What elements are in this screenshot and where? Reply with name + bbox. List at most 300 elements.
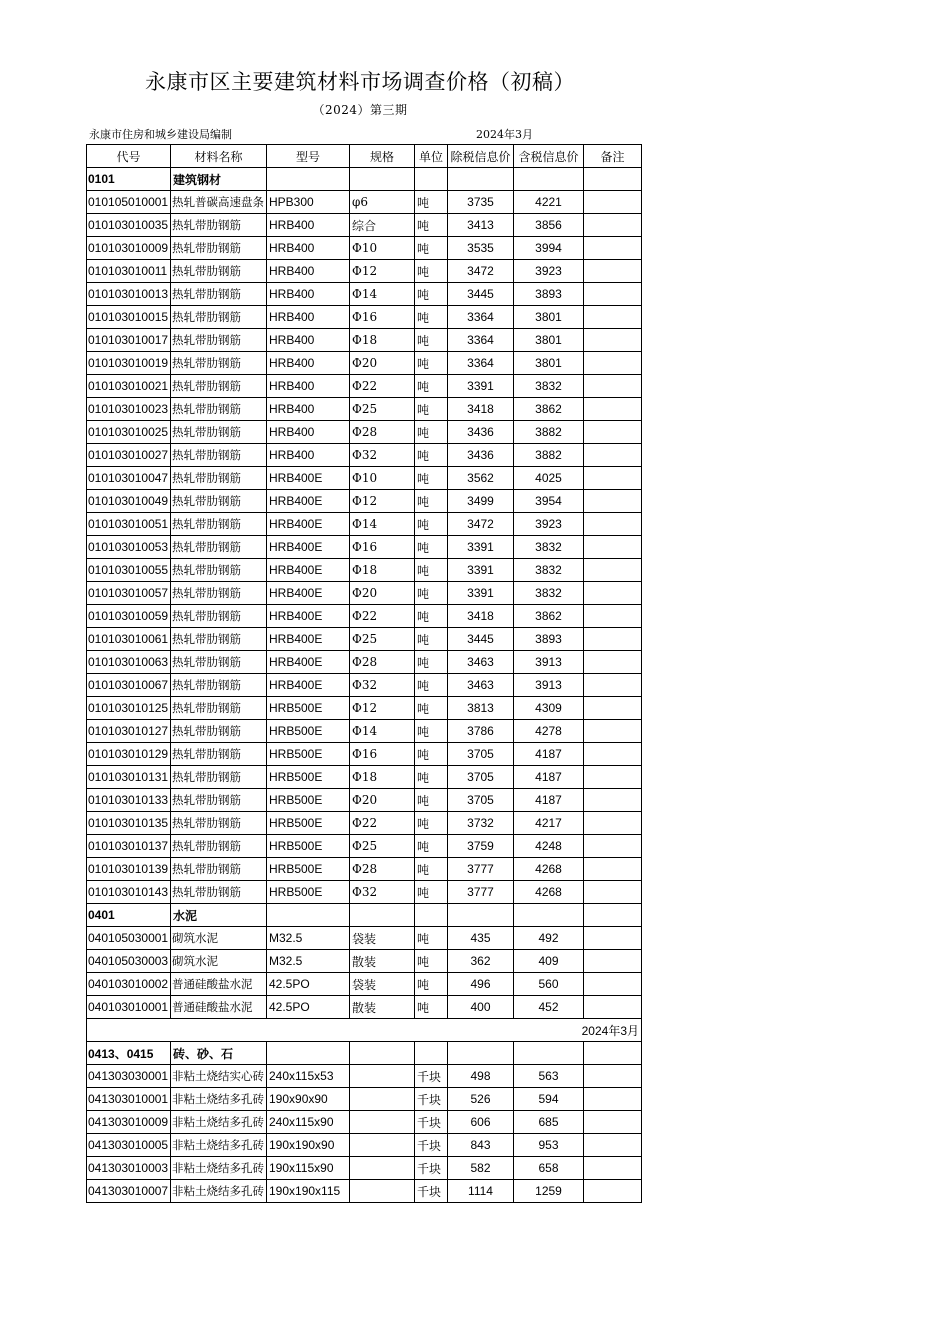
material-spec: Φ32	[350, 674, 415, 697]
material-unit: 吨	[415, 927, 448, 950]
material-unit: 吨	[415, 789, 448, 812]
material-unit: 吨	[415, 214, 448, 237]
material-unit: 吨	[415, 444, 448, 467]
material-unit: 千块	[415, 1088, 448, 1111]
group-row	[87, 904, 642, 927]
material-note	[584, 766, 642, 789]
price-ex-tax: 3759	[448, 835, 514, 858]
material-spec: Φ18	[350, 766, 415, 789]
material-unit: 吨	[415, 973, 448, 996]
material-name: 普通硅酸盐水泥	[171, 996, 267, 1019]
material-note	[584, 950, 642, 973]
material-note	[584, 651, 642, 674]
material-model: 42.5PO	[267, 973, 350, 996]
price-inc-tax: 4187	[514, 789, 584, 812]
material-model: 42.5PO	[267, 996, 350, 1019]
price-ex-tax: 3463	[448, 674, 514, 697]
material-name: 热轧带肋钢筋	[171, 260, 267, 283]
material-code: 010103010019	[87, 352, 171, 375]
material-model: HRB400	[267, 214, 350, 237]
price-inc-tax: 3994	[514, 237, 584, 260]
material-model: HRB400E	[267, 605, 350, 628]
material-code: 040103010001	[87, 996, 171, 1019]
price-inc-tax: 409	[514, 950, 584, 973]
material-code: 041303010001	[87, 1088, 171, 1111]
price-ex-tax: 3418	[448, 605, 514, 628]
material-spec: 散装	[350, 950, 415, 973]
price-ex-tax: 3445	[448, 283, 514, 306]
material-unit: 吨	[415, 536, 448, 559]
table-row	[87, 1180, 642, 1203]
material-spec: φ6	[350, 191, 415, 214]
material-note	[584, 329, 642, 352]
material-spec: Φ22	[350, 812, 415, 835]
material-name: 热轧带肋钢筋	[171, 421, 267, 444]
price-ex-tax: 606	[448, 1111, 514, 1134]
material-spec: Φ25	[350, 628, 415, 651]
empty-cell	[267, 168, 350, 191]
material-code: 010103010125	[87, 697, 171, 720]
material-model: 190x115x90	[267, 1157, 350, 1180]
material-model: HRB400	[267, 352, 350, 375]
empty-cell	[584, 904, 642, 927]
material-model: HRB400	[267, 375, 350, 398]
material-name: 热轧带肋钢筋	[171, 812, 267, 835]
material-name: 热轧带肋钢筋	[171, 329, 267, 352]
material-code: 010103010011	[87, 260, 171, 283]
price-ex-tax: 1114	[448, 1180, 514, 1203]
material-spec: Φ16	[350, 743, 415, 766]
table-row	[87, 720, 642, 743]
price-ex-tax: 3391	[448, 536, 514, 559]
price-table	[86, 144, 642, 1203]
table-row	[87, 237, 642, 260]
material-model: HRB400E	[267, 651, 350, 674]
material-model: HRB500E	[267, 835, 350, 858]
material-name: 热轧带肋钢筋	[171, 743, 267, 766]
material-model: HRB500E	[267, 812, 350, 835]
material-unit: 吨	[415, 835, 448, 858]
material-name: 砌筑水泥	[171, 927, 267, 950]
table-row	[87, 1065, 642, 1088]
table-row	[87, 513, 642, 536]
material-code: 040105030001	[87, 927, 171, 950]
price-ex-tax: 3436	[448, 444, 514, 467]
material-model: 190x190x90	[267, 1134, 350, 1157]
price-inc-tax: 4217	[514, 812, 584, 835]
material-note	[584, 1134, 642, 1157]
price-inc-tax: 4248	[514, 835, 584, 858]
material-name: 非粘土烧结多孔砖	[171, 1157, 267, 1180]
material-spec	[350, 1111, 415, 1134]
material-unit: 吨	[415, 375, 448, 398]
price-inc-tax: 3801	[514, 352, 584, 375]
price-inc-tax: 953	[514, 1134, 584, 1157]
material-spec	[350, 1157, 415, 1180]
material-code: 010103010015	[87, 306, 171, 329]
material-code: 010103010057	[87, 582, 171, 605]
material-code: 010103010017	[87, 329, 171, 352]
material-spec	[350, 1088, 415, 1111]
table-row	[87, 467, 642, 490]
price-ex-tax: 400	[448, 996, 514, 1019]
material-code: 010105010001	[87, 191, 171, 214]
material-model: HRB400E	[267, 628, 350, 651]
material-note	[584, 1180, 642, 1203]
material-spec: Φ20	[350, 582, 415, 605]
material-model: HRB500E	[267, 743, 350, 766]
material-code: 010103010035	[87, 214, 171, 237]
table-row	[87, 421, 642, 444]
material-model: HRB500E	[267, 789, 350, 812]
material-name: 热轧带肋钢筋	[171, 398, 267, 421]
price-ex-tax: 3391	[448, 375, 514, 398]
material-model: HRB400E	[267, 490, 350, 513]
price-ex-tax: 3813	[448, 697, 514, 720]
material-unit: 吨	[415, 352, 448, 375]
compiler-label: 永康市住房和城乡建设局编制	[89, 128, 232, 141]
group-code: 0413、0415	[87, 1042, 171, 1065]
material-name: 热轧带肋钢筋	[171, 559, 267, 582]
material-code: 041303010007	[87, 1180, 171, 1203]
material-note	[584, 697, 642, 720]
material-note	[584, 1065, 642, 1088]
table-row	[87, 444, 642, 467]
material-code: 010103010047	[87, 467, 171, 490]
material-name: 非粘土烧结多孔砖	[171, 1180, 267, 1203]
price-ex-tax: 3391	[448, 582, 514, 605]
material-name: 热轧带肋钢筋	[171, 674, 267, 697]
price-inc-tax: 4187	[514, 766, 584, 789]
issue-subtitle: （2024）第三期	[312, 103, 408, 117]
header-code: 代号	[87, 145, 171, 168]
material-note	[584, 674, 642, 697]
price-inc-tax: 3913	[514, 651, 584, 674]
material-note	[584, 1111, 642, 1134]
material-code: 010103010127	[87, 720, 171, 743]
price-inc-tax: 3893	[514, 628, 584, 651]
price-ex-tax: 3705	[448, 789, 514, 812]
material-model: HRB500E	[267, 858, 350, 881]
material-spec: Φ14	[350, 513, 415, 536]
material-note	[584, 996, 642, 1019]
material-unit: 吨	[415, 605, 448, 628]
price-inc-tax: 3801	[514, 306, 584, 329]
price-ex-tax: 3786	[448, 720, 514, 743]
price-inc-tax: 4187	[514, 743, 584, 766]
material-name: 热轧带肋钢筋	[171, 881, 267, 904]
price-ex-tax: 435	[448, 927, 514, 950]
price-ex-tax: 526	[448, 1088, 514, 1111]
table-row	[87, 743, 642, 766]
table-row	[87, 559, 642, 582]
material-unit: 吨	[415, 697, 448, 720]
material-spec: 袋装	[350, 973, 415, 996]
price-ex-tax: 3535	[448, 237, 514, 260]
price-ex-tax: 3436	[448, 421, 514, 444]
table-row	[87, 812, 642, 835]
material-code: 041303010005	[87, 1134, 171, 1157]
material-unit: 吨	[415, 260, 448, 283]
material-model: 190x90x90	[267, 1088, 350, 1111]
material-note	[584, 467, 642, 490]
table-row	[87, 329, 642, 352]
empty-cell	[350, 1042, 415, 1065]
material-unit: 千块	[415, 1180, 448, 1203]
material-unit: 吨	[415, 651, 448, 674]
material-note	[584, 743, 642, 766]
price-ex-tax: 843	[448, 1134, 514, 1157]
material-spec: Φ12	[350, 260, 415, 283]
material-code: 010103010137	[87, 835, 171, 858]
material-model: HRB500E	[267, 720, 350, 743]
material-unit: 吨	[415, 996, 448, 1019]
price-inc-tax: 3832	[514, 375, 584, 398]
material-unit: 吨	[415, 858, 448, 881]
material-spec: Φ25	[350, 398, 415, 421]
material-unit: 千块	[415, 1111, 448, 1134]
material-spec: Φ18	[350, 559, 415, 582]
material-unit: 吨	[415, 237, 448, 260]
material-model: HRB400	[267, 260, 350, 283]
material-spec: 袋装	[350, 927, 415, 950]
material-note	[584, 513, 642, 536]
material-note	[584, 191, 642, 214]
material-code: 010103010143	[87, 881, 171, 904]
table-row	[87, 766, 642, 789]
material-spec: Φ32	[350, 881, 415, 904]
table-row	[87, 835, 642, 858]
material-name: 热轧带肋钢筋	[171, 858, 267, 881]
material-name: 热轧带肋钢筋	[171, 237, 267, 260]
material-model: HRB400E	[267, 467, 350, 490]
material-unit: 千块	[415, 1134, 448, 1157]
price-inc-tax: 594	[514, 1088, 584, 1111]
material-spec: Φ28	[350, 651, 415, 674]
price-ex-tax: 3499	[448, 490, 514, 513]
header-price-inc-tax: 含税信息价	[514, 145, 584, 168]
material-model: 240x115x53	[267, 1065, 350, 1088]
material-spec: Φ16	[350, 536, 415, 559]
empty-cell	[514, 168, 584, 191]
material-code: 010103010053	[87, 536, 171, 559]
price-ex-tax: 3562	[448, 467, 514, 490]
table-row	[87, 582, 642, 605]
price-inc-tax: 4268	[514, 858, 584, 881]
price-inc-tax: 3862	[514, 398, 584, 421]
price-inc-tax: 452	[514, 996, 584, 1019]
material-name: 热轧带肋钢筋	[171, 582, 267, 605]
price-ex-tax: 3705	[448, 766, 514, 789]
material-name: 热轧带肋钢筋	[171, 352, 267, 375]
price-inc-tax: 4309	[514, 697, 584, 720]
material-unit: 吨	[415, 421, 448, 444]
material-code: 010103010027	[87, 444, 171, 467]
price-inc-tax: 3913	[514, 674, 584, 697]
material-code: 010103010055	[87, 559, 171, 582]
price-inc-tax: 3801	[514, 329, 584, 352]
table-row	[87, 375, 642, 398]
material-unit: 吨	[415, 329, 448, 352]
material-model: HRB400E	[267, 513, 350, 536]
table-row	[87, 881, 642, 904]
material-name: 热轧带肋钢筋	[171, 536, 267, 559]
material-unit: 吨	[415, 812, 448, 835]
table-row	[87, 973, 642, 996]
material-model: HRB400E	[267, 559, 350, 582]
material-code: 010103010023	[87, 398, 171, 421]
material-model: HRB400	[267, 306, 350, 329]
material-note	[584, 536, 642, 559]
material-name: 非粘土烧结多孔砖	[171, 1134, 267, 1157]
empty-cell	[448, 168, 514, 191]
price-inc-tax: 563	[514, 1065, 584, 1088]
price-ex-tax: 3364	[448, 329, 514, 352]
material-model: HRB400	[267, 421, 350, 444]
material-note	[584, 858, 642, 881]
material-model: 240x115x90	[267, 1111, 350, 1134]
material-code: 041303010003	[87, 1157, 171, 1180]
material-code: 010103010133	[87, 789, 171, 812]
material-note	[584, 835, 642, 858]
price-ex-tax: 3705	[448, 743, 514, 766]
header-spec: 规格	[350, 145, 415, 168]
material-unit: 吨	[415, 398, 448, 421]
material-note	[584, 283, 642, 306]
material-name: 热轧带肋钢筋	[171, 720, 267, 743]
material-model: M32.5	[267, 950, 350, 973]
material-spec: Φ25	[350, 835, 415, 858]
price-inc-tax: 3882	[514, 444, 584, 467]
material-unit: 吨	[415, 628, 448, 651]
table-row	[87, 1088, 642, 1111]
table-row	[87, 306, 642, 329]
material-spec: Φ10	[350, 237, 415, 260]
table-row	[87, 283, 642, 306]
material-code: 010103010063	[87, 651, 171, 674]
price-ex-tax: 582	[448, 1157, 514, 1180]
price-ex-tax: 3732	[448, 812, 514, 835]
material-note	[584, 927, 642, 950]
price-inc-tax: 3923	[514, 260, 584, 283]
empty-cell	[350, 168, 415, 191]
material-note	[584, 306, 642, 329]
material-code: 010103010131	[87, 766, 171, 789]
material-code: 010103010049	[87, 490, 171, 513]
material-note	[584, 214, 642, 237]
material-note	[584, 582, 642, 605]
material-model: HRB400	[267, 237, 350, 260]
material-unit: 吨	[415, 283, 448, 306]
price-inc-tax: 4278	[514, 720, 584, 743]
material-name: 热轧带肋钢筋	[171, 651, 267, 674]
date-row	[87, 1019, 642, 1042]
material-spec: Φ12	[350, 697, 415, 720]
material-unit: 吨	[415, 720, 448, 743]
material-name: 热轧带肋钢筋	[171, 697, 267, 720]
material-unit: 吨	[415, 306, 448, 329]
table-row	[87, 1134, 642, 1157]
price-ex-tax: 3735	[448, 191, 514, 214]
material-model: HRB400E	[267, 674, 350, 697]
table-row	[87, 536, 642, 559]
price-inc-tax: 3832	[514, 582, 584, 605]
material-note	[584, 444, 642, 467]
empty-cell	[267, 904, 350, 927]
material-name: 热轧带肋钢筋	[171, 605, 267, 628]
price-ex-tax: 3463	[448, 651, 514, 674]
material-name: 热轧普碳高速盘条	[171, 191, 267, 214]
material-note	[584, 490, 642, 513]
material-spec: Φ12	[350, 490, 415, 513]
material-unit: 千块	[415, 1157, 448, 1180]
group-code: 0401	[87, 904, 171, 927]
material-model: HRB500E	[267, 697, 350, 720]
header-name: 材料名称	[171, 145, 267, 168]
price-inc-tax: 3954	[514, 490, 584, 513]
material-model: 190x190x115	[267, 1180, 350, 1203]
header-note: 备注	[584, 145, 642, 168]
table-body	[87, 168, 642, 1203]
material-note	[584, 1157, 642, 1180]
issue-date: 2024年3月	[476, 128, 533, 141]
material-name: 热轧带肋钢筋	[171, 444, 267, 467]
table-row	[87, 927, 642, 950]
empty-cell	[514, 904, 584, 927]
group-row	[87, 168, 642, 191]
material-unit: 吨	[415, 490, 448, 513]
material-code: 040103010002	[87, 973, 171, 996]
price-inc-tax: 4025	[514, 467, 584, 490]
material-name: 热轧带肋钢筋	[171, 628, 267, 651]
table-row	[87, 490, 642, 513]
material-note	[584, 237, 642, 260]
table-row	[87, 858, 642, 881]
material-note	[584, 559, 642, 582]
material-name: 热轧带肋钢筋	[171, 375, 267, 398]
table-row	[87, 628, 642, 651]
material-code: 010103010009	[87, 237, 171, 260]
material-note	[584, 375, 642, 398]
table-row	[87, 789, 642, 812]
price-inc-tax: 1259	[514, 1180, 584, 1203]
material-unit: 吨	[415, 513, 448, 536]
empty-cell	[448, 1042, 514, 1065]
group-row	[87, 1042, 642, 1065]
material-code: 010103010129	[87, 743, 171, 766]
material-unit: 千块	[415, 1065, 448, 1088]
price-ex-tax: 498	[448, 1065, 514, 1088]
empty-cell	[350, 904, 415, 927]
empty-cell	[415, 1042, 448, 1065]
group-name: 水泥	[171, 904, 267, 927]
material-model: HRB400E	[267, 582, 350, 605]
material-unit: 吨	[415, 191, 448, 214]
material-name: 非粘土烧结多孔砖	[171, 1088, 267, 1111]
material-spec: 散装	[350, 996, 415, 1019]
price-ex-tax: 3777	[448, 858, 514, 881]
price-inc-tax: 685	[514, 1111, 584, 1134]
material-unit: 吨	[415, 582, 448, 605]
empty-cell	[415, 168, 448, 191]
material-spec: Φ32	[350, 444, 415, 467]
material-code: 041303010009	[87, 1111, 171, 1134]
price-ex-tax: 3472	[448, 260, 514, 283]
header-unit: 单位	[415, 145, 448, 168]
price-ex-tax: 3418	[448, 398, 514, 421]
material-name: 非粘土烧结实心砖	[171, 1065, 267, 1088]
material-unit: 吨	[415, 467, 448, 490]
